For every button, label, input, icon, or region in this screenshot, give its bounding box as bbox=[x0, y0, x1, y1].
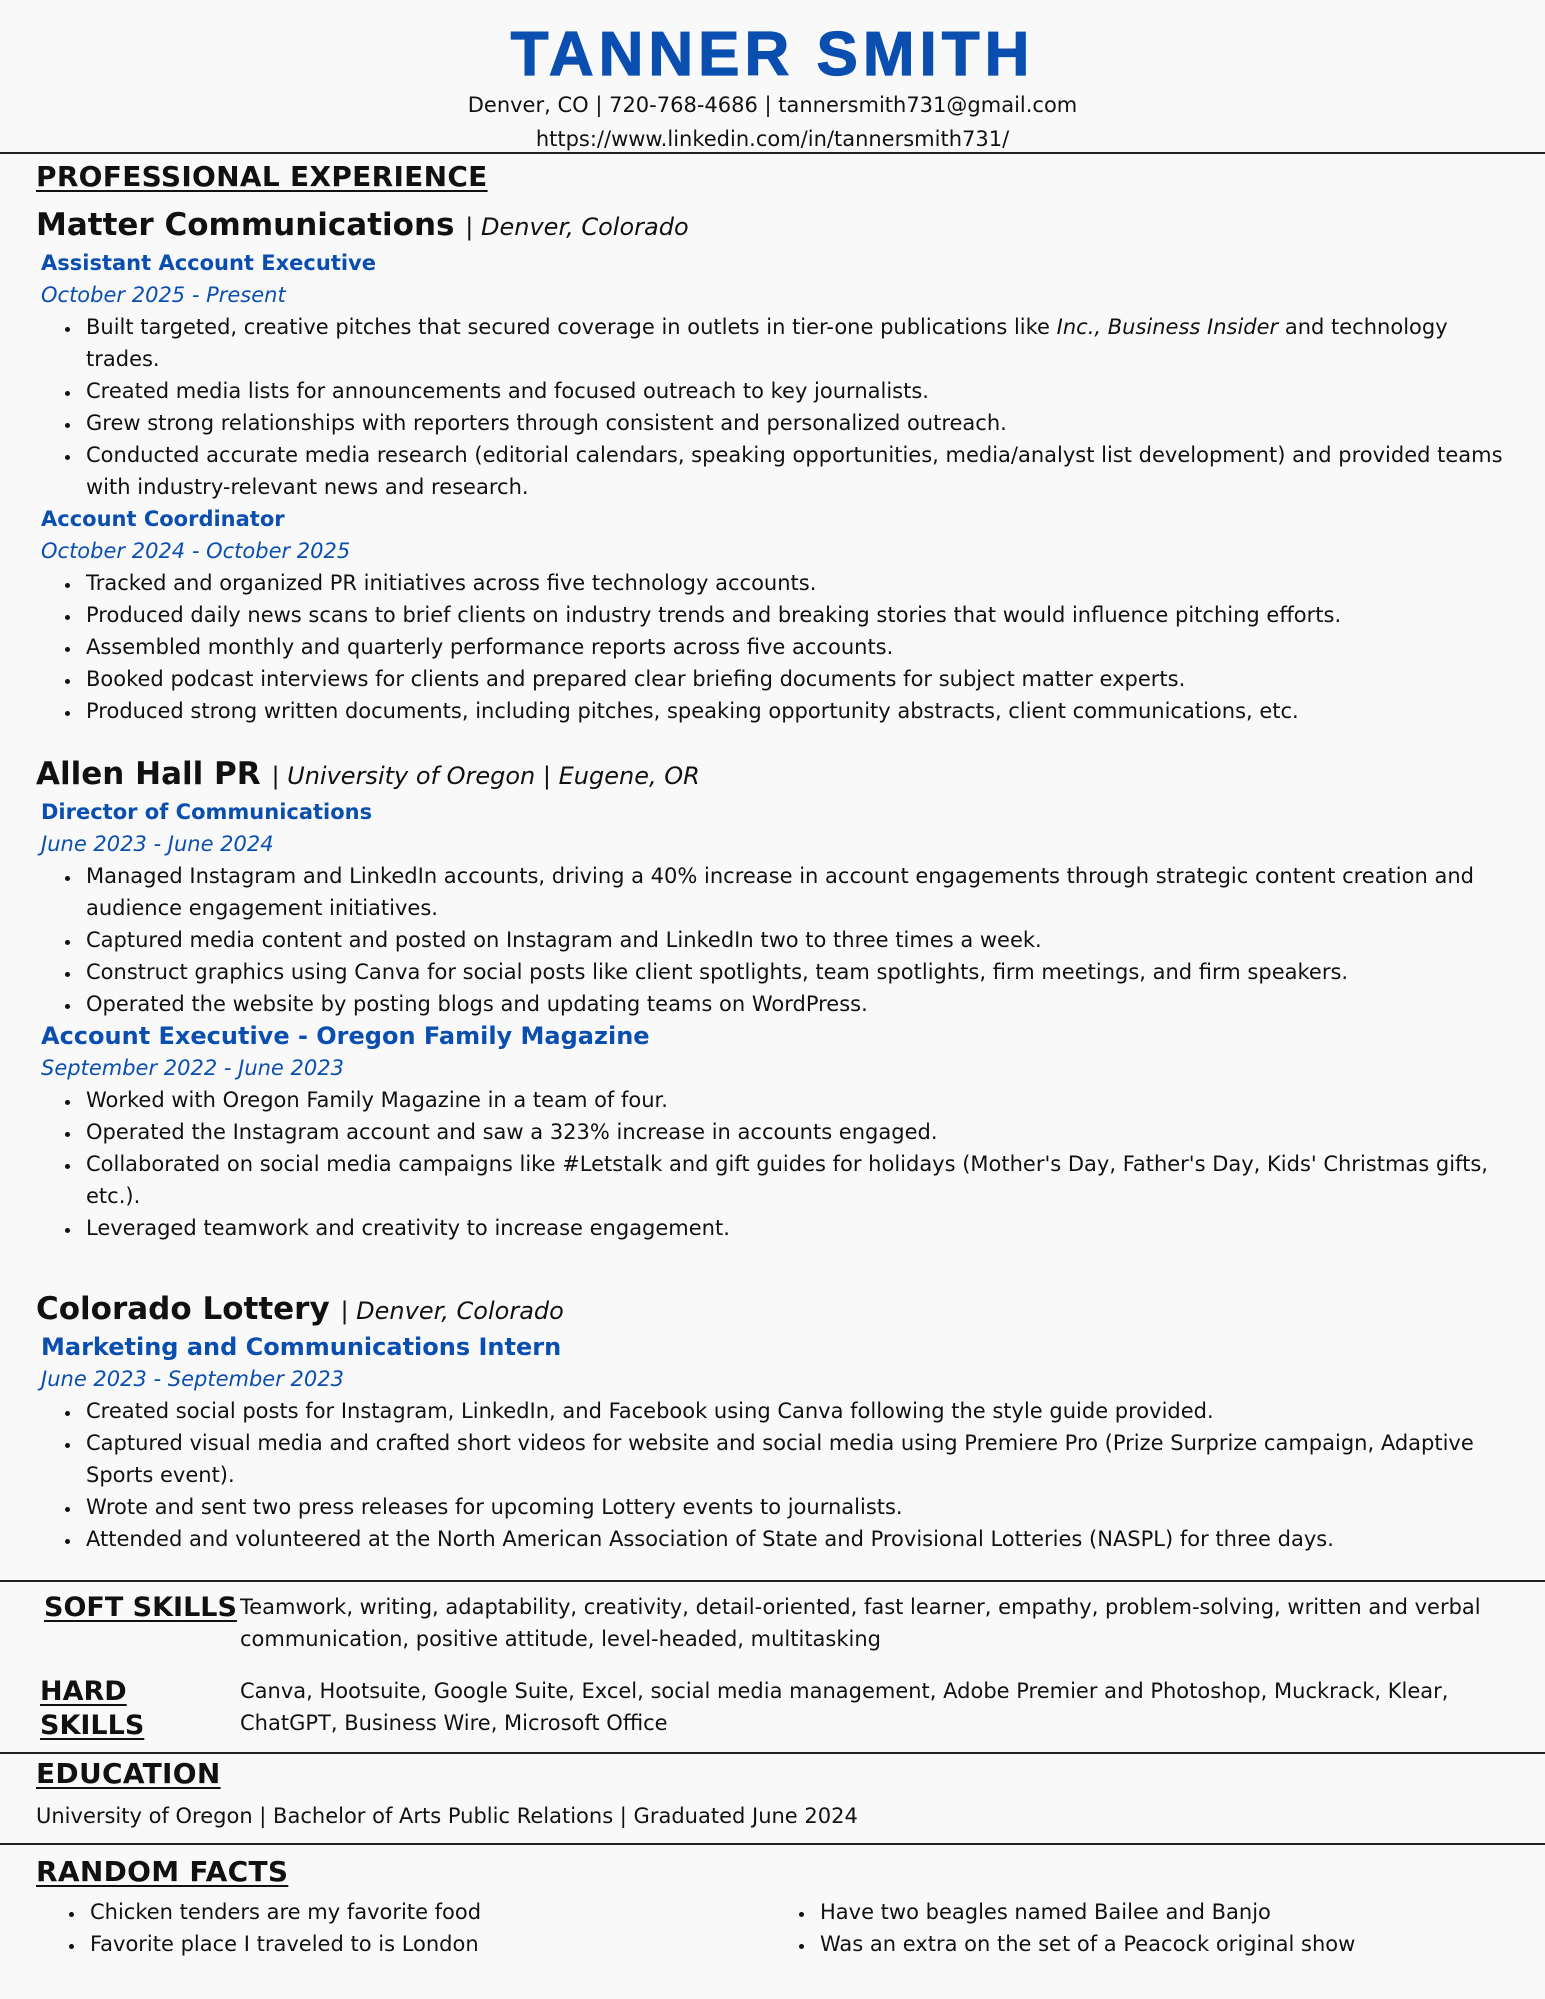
bullet-item: • Created social posts for Instagram, LinkedIn, and Facebook using Canva following the style guide provided. bbox=[82, 1395, 1516, 1427]
bullet-item: • Conducted accurate media research (editorial calendars, speaking opportunities, media/analyst list development) and provided teams with industry-relevant news and research. bbox=[82, 439, 1516, 503]
company-name: Colorado Lottery bbox=[36, 1291, 330, 1327]
soft-skills-text: Teamwork, writing, adaptability, creativity, detail-oriented, fast learner, empathy, problem-solving, written and verbal communication, positive attitude, level-headed, multitasking bbox=[240, 1595, 1481, 1651]
bullet-item: • Booked podcast interviews for clients and prepared clear briefing documents for subject matter experts. bbox=[82, 663, 1516, 695]
fact-item: • Favorite place I traveled to is London bbox=[86, 1928, 766, 1960]
role-title: Account Executive - Oregon Family Magazine bbox=[41, 1022, 650, 1050]
role-dates: June 2023 - June 2024 bbox=[41, 832, 274, 856]
bullet-item: • Assembled monthly and quarterly performance reports across five accounts. bbox=[82, 631, 1516, 663]
bullet-item: • Wrote and sent two press releases for upcoming Lottery events to journalists. bbox=[82, 1491, 1516, 1523]
facts-section-title: RANDOM FACTS bbox=[36, 1855, 289, 1888]
hard-skills-label: HARD SKILLS bbox=[40, 1676, 145, 1741]
role-bullets bbox=[36, 567, 1516, 727]
role-title: Assistant Account Executive bbox=[41, 251, 376, 275]
bullet-item: • Operated the Instagram account and saw a 323% increase in accounts engaged. bbox=[82, 1116, 1516, 1148]
bullet-item: • Grew strong relationships with reporters through consistent and personalized outreach. bbox=[82, 407, 1516, 439]
publication-names: Inc., Business Insider bbox=[1056, 315, 1279, 339]
fact-item: • Chicken tenders are my favorite food bbox=[86, 1896, 766, 1928]
bullet-item: • Captured media content and posted on Instagram and LinkedIn two to three times a week. bbox=[82, 924, 1516, 956]
bullet-item: • Tracked and organized PR initiatives across five technology accounts. bbox=[82, 567, 1516, 599]
bullet-item bbox=[82, 311, 1516, 375]
role-bullets bbox=[36, 860, 1516, 1020]
role-bullets bbox=[36, 1084, 1516, 1244]
soft-skills-label: SOFT SKILLS bbox=[44, 1592, 237, 1623]
experience-colorado-lottery bbox=[36, 1289, 1516, 1555]
education-section-title: EDUCATION bbox=[36, 1757, 221, 1790]
facts-list bbox=[36, 1896, 1516, 1960]
hard-skills-row bbox=[36, 1675, 1516, 1743]
bullet-item: • Leveraged teamwork and creativity to increase engagement. bbox=[82, 1212, 1516, 1244]
role-bullets bbox=[36, 1395, 1516, 1555]
fact-item: • Was an extra on the set of a Peacock original show bbox=[816, 1928, 1355, 1960]
role-dates: September 2022 - June 2023 bbox=[41, 1056, 344, 1080]
resume-header bbox=[0, 0, 1545, 156]
bullet-item: • Produced daily news scans to brief clients on industry trends and breaking stories that would influence pitching efforts. bbox=[82, 599, 1516, 631]
bullet-item: • Construct graphics using Canva for social posts like client spotlights, team spotlights, firm meetings, and firm speakers. bbox=[82, 956, 1516, 988]
role-title: Marketing and Communications Intern bbox=[41, 1333, 562, 1361]
contact-line: Denver, CO | 720-768-4686 | tannersmith731@gmail.com bbox=[467, 93, 1078, 117]
education-line: University of Oregon | Bachelor of Arts Public Relations | Graduated June 2024 bbox=[36, 1804, 858, 1828]
facts-column-right bbox=[766, 1896, 1355, 1960]
linkedin-url[interactable]: https://www.linkedin.com/in/tannersmith731/ bbox=[535, 127, 1010, 151]
bullet-item: • Managed Instagram and LinkedIn accounts, driving a 40% increase in account engagements through strategic content creation and audience engagement initiatives. bbox=[82, 860, 1516, 924]
company-name: Matter Communications bbox=[36, 207, 455, 243]
company-heading bbox=[36, 754, 1516, 796]
bullet-item: • Produced strong written documents, including pitches, speaking opportunity abstracts, client communications, etc. bbox=[82, 695, 1516, 727]
role-bullets bbox=[36, 311, 1516, 503]
bullet-item: • Collaborated on social media campaigns like #Letstalk and gift guides for holidays (Mother's Day, Father's Day, Kids' Christmas gifts, etc.). bbox=[82, 1148, 1516, 1212]
role-dates: June 2023 - September 2023 bbox=[41, 1367, 344, 1391]
role-dates: October 2025 - Present bbox=[41, 283, 286, 307]
divider-education bbox=[0, 1752, 1545, 1754]
bullet-item: • Created media lists for announcements and focused outreach to key journalists. bbox=[82, 375, 1516, 407]
role-title: Director of Communications bbox=[41, 800, 373, 824]
hard-skills-text: Canva, Hootsuite, Google Suite, Excel, social media management, Adobe Premier and Photoshop, Muckrack, Klear, ChatGPT, Business Wire, Microsoft Office bbox=[240, 1679, 1449, 1735]
company-name: Allen Hall PR bbox=[36, 756, 261, 792]
divider-facts bbox=[0, 1843, 1545, 1845]
bullet-text: Built targeted, creative pitches that secured coverage in outlets in tier-one publications like bbox=[86, 315, 1057, 339]
bullet-item: • Attended and volunteered at the North American Association of State and Provisional Lotteries (NASPL) for three days. bbox=[82, 1523, 1516, 1555]
experience-section-title: PROFESSIONAL EXPERIENCE bbox=[36, 160, 488, 193]
divider-header bbox=[0, 152, 1545, 154]
company-heading bbox=[36, 205, 1516, 247]
bullet-text: and technology trades. bbox=[86, 315, 1448, 371]
facts-column-left bbox=[36, 1896, 766, 1960]
fact-item: • Have two beagles named Bailee and Banjo bbox=[816, 1896, 1355, 1928]
candidate-name: TANNER SMITH bbox=[510, 20, 1035, 89]
bullet-item: • Operated the website by posting blogs and updating teams on WordPress. bbox=[82, 988, 1516, 1020]
company-heading bbox=[36, 1289, 1516, 1331]
company-location: | Denver, Colorado bbox=[465, 213, 689, 241]
role-dates: October 2024 - October 2025 bbox=[41, 539, 351, 563]
company-location: | University of Oregon | Eugene, OR bbox=[271, 762, 700, 790]
experience-allen-hall bbox=[36, 754, 1516, 1244]
experience-matter bbox=[36, 205, 1516, 727]
company-location: | Denver, Colorado bbox=[340, 1297, 564, 1325]
soft-skills-row bbox=[36, 1591, 1516, 1655]
role-title: Account Coordinator bbox=[41, 507, 285, 531]
bullet-item: • Worked with Oregon Family Magazine in a team of four. bbox=[82, 1084, 1516, 1116]
divider-skills bbox=[0, 1580, 1545, 1582]
bullet-item: • Captured visual media and crafted short videos for website and social media using Premiere Pro (Prize Surprize campaign, Adaptive Sports event). bbox=[82, 1427, 1516, 1491]
